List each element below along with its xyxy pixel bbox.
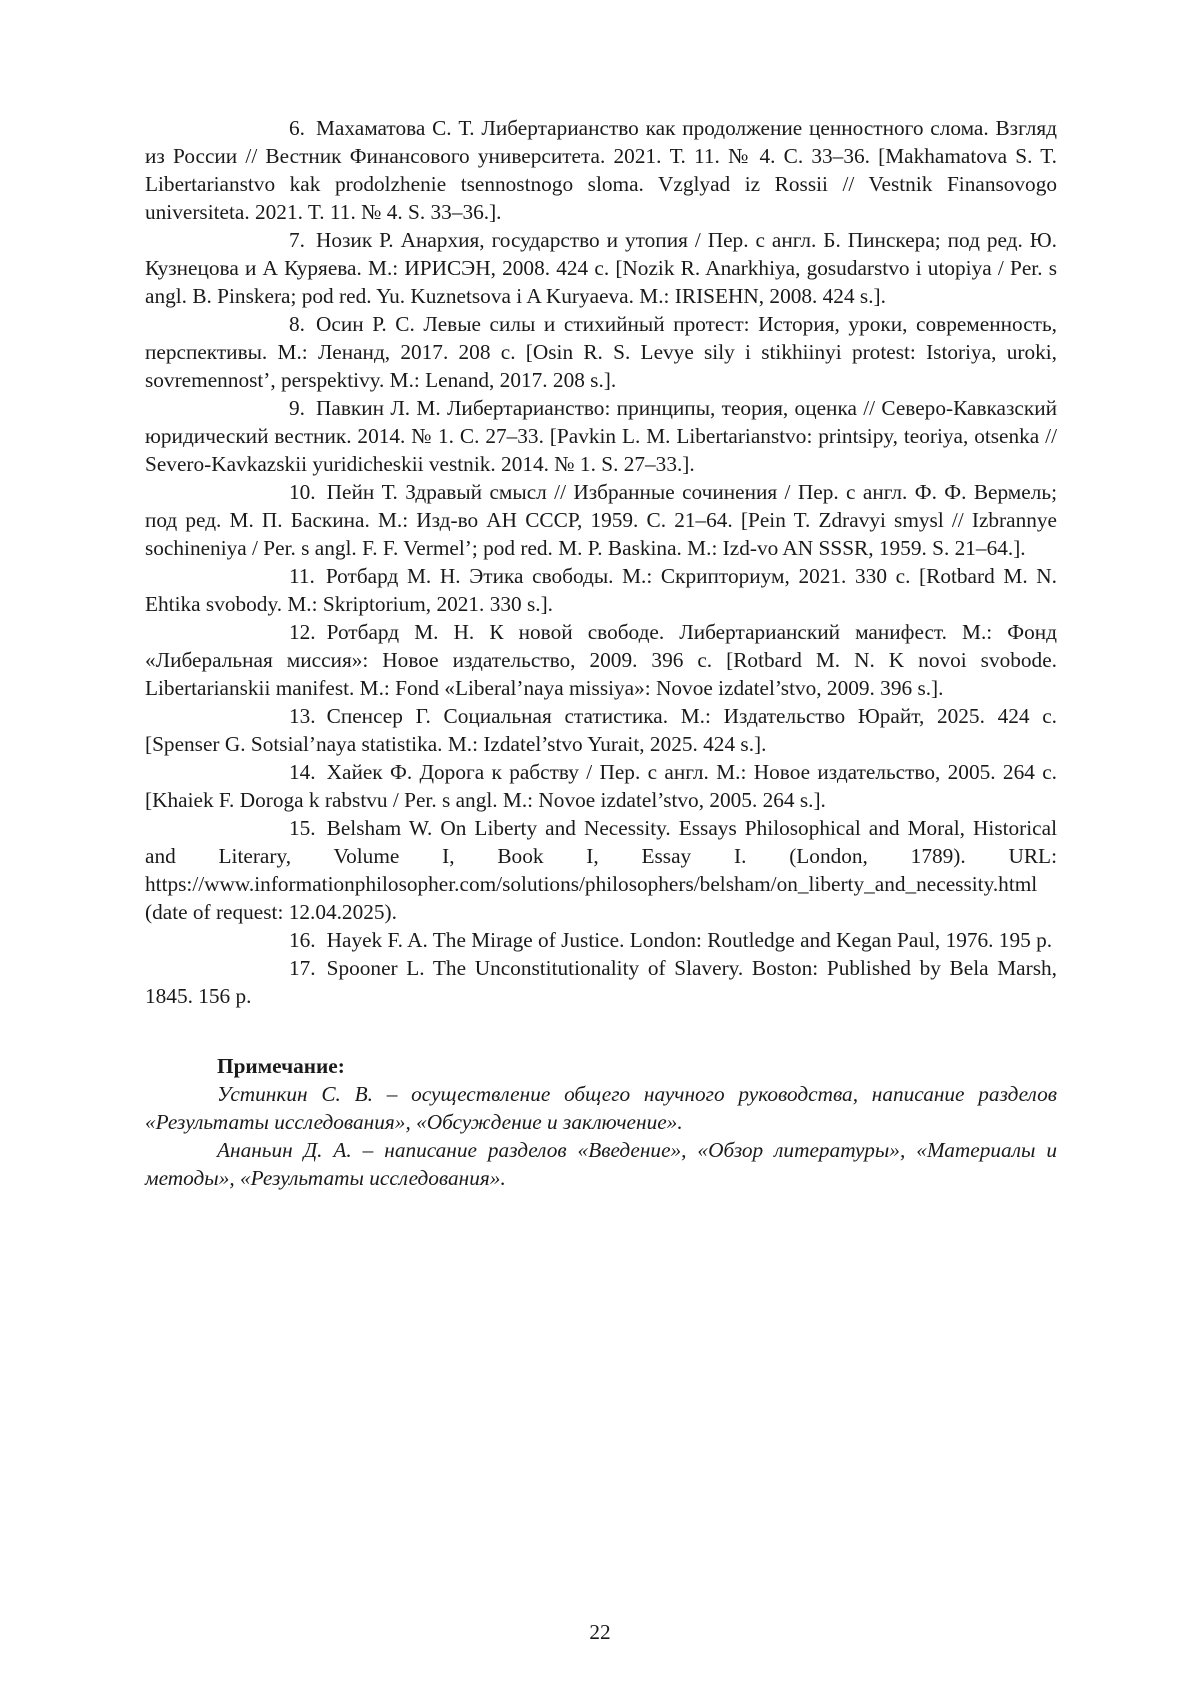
reference-text: Hayek F. A. The Mirage of Justice. London: Routledge and Kegan Paul, 1976. 195 p. [327,928,1052,952]
reference-item [145,394,1057,478]
reference-text: Махаматова С. Т. Либертарианство как продолжение ценностного слома. Взгляд из России // Вестник Финансового университета. 2021. Т. 11. № 4. С. 33–36. [Makhamatova S. T. Libertarianstvo kak prodolzhenie tsennostnogo sloma. Vzglyad iz Rossii // Vestnik Finansovogo universiteta. 2021. T. 11. № 4. S. 33–36.]. [145,116,1057,224]
reference-number: 11. [217,562,315,590]
reference-list [145,114,1057,1010]
reference-item [145,758,1057,814]
note-heading: Примечание: [145,1052,1057,1080]
reference-text: Павкин Л. М. Либертарианство: принципы, теория, оценка // Северо-Кавказский юридический вестник. 2014. № 1. С. 27–33. [Pavkin L. M. Libertarianstvo: printsipy, teoriya, otsenka // Severo-Kavkazskii yuridicheskii vestnik. 2014. № 1. S. 27–33.]. [145,396,1057,476]
reference-item [145,618,1057,702]
reference-number: 17. [217,954,316,982]
reference-text: Belsham W. On Liberty and Necessity. Essays Philosophical and Moral, Historical and Literary, Volume I, Book I, Essay I. (London, 1789). URL: https://www.informationphilosopher.com/solutions/philosophers/belsham/on_liberty_and_necessity.html (date of request: 12.04.2025). [145,816,1057,924]
note-item: Ананьин Д. А. – написание разделов «Введение», «Обзор литературы», «Материалы и методы», «Результаты исследования». [145,1136,1057,1192]
reference-number: 6. [217,114,305,142]
reference-item [145,114,1057,226]
reference-number: 16. [217,926,316,954]
reference-item [145,926,1057,954]
reference-item [145,478,1057,562]
reference-item [145,814,1057,926]
reference-item [145,310,1057,394]
reference-text: Пейн Т. Здравый смысл // Избранные сочинения / Пер. с англ. Ф. Ф. Вермель; под ред. М. П. Баскина. М.: Изд-во АН СССР, 1959. С. 21–64. [Pein T. Zdravyi smysl // Izbrannye sochineniya / Per. s angl. F. F. Vermel’; pod red. M. P. Baskina. M.: Izd-vo AN SSSR, 1959. S. 21–64.]. [145,480,1057,560]
reference-number: 12. [217,618,316,646]
reference-number: 14. [217,758,316,786]
note-section [145,1052,1057,1192]
reference-text: Ротбард М. Н. Этика свободы. М.: Скрипториум, 2021. 330 с. [Rotbard M. N. Ehtika svobody. M.: Skriptorium, 2021. 330 s.]. [145,564,1057,616]
reference-item [145,562,1057,618]
reference-text: Спенсер Г. Социальная статистика. М.: Издательство Юрайт, 2025. 424 с. [Spenser G. Sotsial’naya statistika. M.: Izdatel’stvo Yurait, 2025. 424 s.]. [145,704,1057,756]
page-content [145,114,1057,1192]
reference-number: 15. [217,814,316,842]
reference-text: Нозик Р. Анархия, государство и утопия / Пер. с англ. Б. Пинскера; под ред. Ю. Кузнецова и А Куряева. М.: ИРИСЭН, 2008. 424 с. [Nozik R. Anarkhiya, gosudarstvo i utopiya / Per. s angl. B. Pinskera; pod red. Yu. Kuznetsova i A Kuryaeva. M.: IRISEHN, 2008. 424 s.]. [145,228,1057,308]
reference-item [145,702,1057,758]
note-item: Устинкин С. В. – осуществление общего научного руководства, написание разделов «Результаты исследования», «Обсуждение и заключение». [145,1080,1057,1136]
reference-item [145,954,1057,1010]
reference-number: 8. [217,310,305,338]
reference-text: Осин Р. С. Левые силы и стихийный протест: История, уроки, современность, перспективы. М.: Ленанд, 2017. 208 с. [Osin R. S. Levye sily i stikhiinyi protest: Istoriya, uroki, sovremennost’, perspektivy. M.: Lenand, 2017. 208 s.]. [145,312,1057,392]
reference-item [145,226,1057,310]
reference-number: 9. [217,394,305,422]
reference-number: 7. [217,226,305,254]
reference-text: Spooner L. The Unconstitutionality of Slavery. Boston: Published by Bela Marsh, 1845. 156 p. [145,956,1057,1008]
page-number: 22 [0,1618,1200,1646]
reference-number: 13. [217,702,316,730]
reference-text: Хайек Ф. Дорога к рабству / Пер. с англ. М.: Новое издательство, 2005. 264 с. [Khaiek F. Doroga k rabstvu / Per. s angl. M.: Novoe izdatel’stvo, 2005. 264 s.]. [145,760,1057,812]
reference-text: Ротбард М. Н. К новой свободе. Либертарианский манифест. М.: Фонд «Либеральная миссия»: Новое издательство, 2009. 396 с. [Rotbard M. N. K novoi svobode. Libertarianskii manifest. M.: Fond «Liberal’naya missiya»: Novoe izdatel’stvo, 2009. 396 s.]. [145,620,1057,700]
reference-number: 10. [217,478,316,506]
